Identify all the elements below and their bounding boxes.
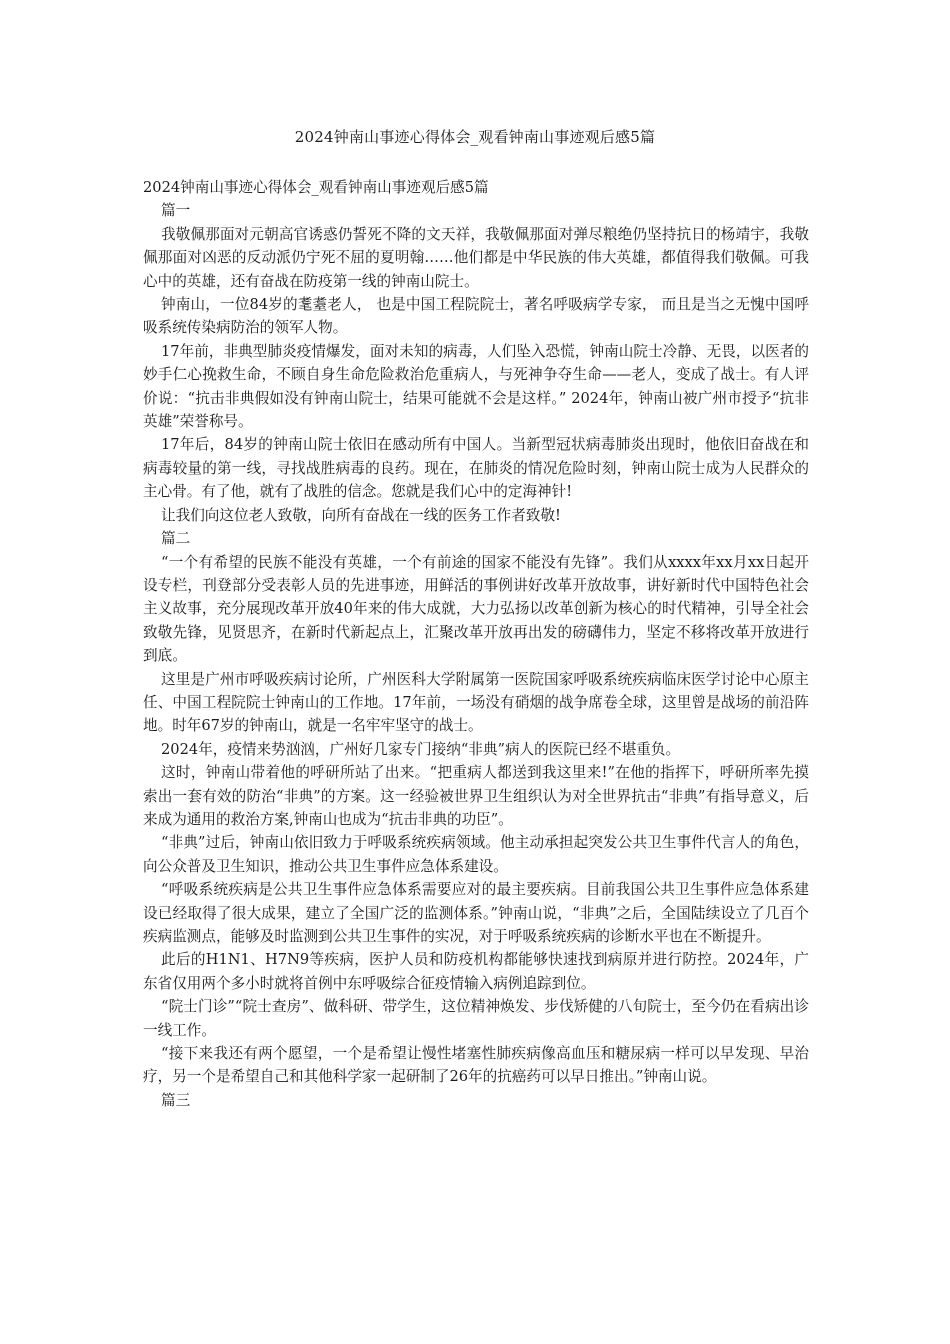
paragraph: “呼吸系统疾病是公共卫生事件应急体系需要应对的最主要疾病。目前我国公共卫生事件应急体系建设已经取得了很大成果，建立了全国广泛的监测体系。”钟南山说，“非典”之后，全国陆续设立了几百个疾病监测点，能够及时监测到公共卫生事件的实况，对于呼吸系统疾病的诊断水平也在不断提升。 (143, 881, 809, 945)
paragraph: 17年前，非典型肺炎疫情爆发，面对未知的病毒，人们坠入恐慌，钟南山院士冷静、无畏，以医者的妙手仁心挽救生命，不顾自身生命危险救治危重病人，与死神争夺生命——老人，变成了战士。有人评价说：“抗击非典假如没有钟南山院士，结果可能就不会是这样。” 2024年，钟南山被广州市授予“抗非英雄”荣誉称号。 (143, 342, 809, 431)
paragraph: “院士门诊”“院士查房”、做科研、带学生，这位精神焕发、步伐矫健的八旬院士，至今仍在看病出诊一线工作。 (143, 998, 809, 1039)
paragraph: 让我们向这位老人致敬，向所有奋战在一线的医务工作者致敬! (161, 506, 561, 524)
paragraph: 这时，钟南山带着他的呼研所站了出来。“把重病人都送到我这里来!”在他的指挥下，呼研所率先摸索出一套有效的防治“非典”的方案。这一经验被世界卫生组织认为对全世界抗击“非典”有指导意义，后来成为通用的救治方案,钟南山也成为“抗击非典的功臣”。 (143, 764, 809, 828)
paragraph: 我敬佩那面对元朝高官诱惑仍誓死不降的文天祥，我敬佩那面对弹尽粮绝仍坚持抗日的杨靖宇，我敬佩那面对凶恶的反动派仍宁死不屈的夏明翰……他们都是中华民族的伟大英雄，都值得我们敬佩。可我心中的英雄，还有奋战在防疫第一线的钟南山院士。 (143, 225, 809, 290)
document-subtitle: 2024钟南山事迹心得体会_观看钟南山事迹观后感5篇 (143, 179, 489, 196)
paragraph: 钟南山，一位84岁的耄耋老人， 也是中国工程院院士，著名呼吸病学专家， 而且是当之无愧中国呼吸系统传染病防治的领军人物。 (143, 296, 809, 337)
section-label-2: 篇二 (161, 530, 191, 548)
document-body (143, 176, 809, 1112)
paragraph: 这里是广州市呼吸疾病讨论所，广州医科大学附属第一医院国家呼吸系统疾病临床医学讨论中心原主任、中国工程院院士钟南山的工作地。17年前，一场没有硝烟的战争席卷全球，这里曾是战场的前沿阵地。时年67岁的钟南山，就是一名牢牢坚守的战士。 (143, 670, 809, 735)
document-title: 2024钟南山事迹心得体会_观看钟南山事迹观后感5篇 (294, 128, 656, 146)
paragraph: 17年后，84岁的钟南山院士依旧在感动所有中国人。当新型冠状病毒肺炎出现时，他依旧奋战在和病毒较量的第一线，寻找战胜病毒的良药。现在，在肺炎的情况危险时刻，钟南山院士成为人民群众的主心骨。有了他，就有了战胜的信念。您就是我们心中的定海神针! (143, 436, 809, 501)
section-label-1: 篇一 (161, 202, 191, 220)
paragraph: “接下来我还有两个愿望，一个是希望让慢性堵塞性肺疾病像高血压和糖尿病一样可以早发现、早治疗，另一个是希望自己和其他科学家一起研制了26年的抗癌药可以早日推出。”钟南山说。 (143, 1045, 809, 1086)
paragraph: “一个有希望的民族不能没有英雄，一个有前途的国家不能没有先锋”。我们从xxxx年xx月xx日起开设专栏，刊登部分受表彰人员的先进事迹，用鲜活的事例讲好改革开放故事，讲好新时代中国特色社会主义故事，充分展现改革开放40年来的伟大成就，大力弘扬以改革创新为核心的时代精神，引导全社会致敬先锋，见贤思齐，在新时代新起点上，汇聚改革开放再出发的磅礴伟力，坚定不移将改革开放进行到底。 (143, 553, 809, 665)
paragraph: 2024年，疫情来势汹汹，广州好几家专门接纳“非典”病人的医院已经不堪重负。 (161, 740, 681, 758)
paragraph: 此后的H1N1、H7N9等疾病，医护人员和防疫机构都能够快速找到病原并进行防控。2024年，广东省仅用两个多小时就将首例中东呼吸综合征疫情输入病例追踪到位。 (143, 951, 809, 992)
paragraph: “非典”过后，钟南山依旧致力于呼吸系统疾病领域。他主动承担起突发公共卫生事件代言人的角色，向公众普及卫生知识，推动公共卫生事件应急体系建设。 (143, 834, 809, 875)
section-label-3: 篇三 (161, 1091, 191, 1109)
